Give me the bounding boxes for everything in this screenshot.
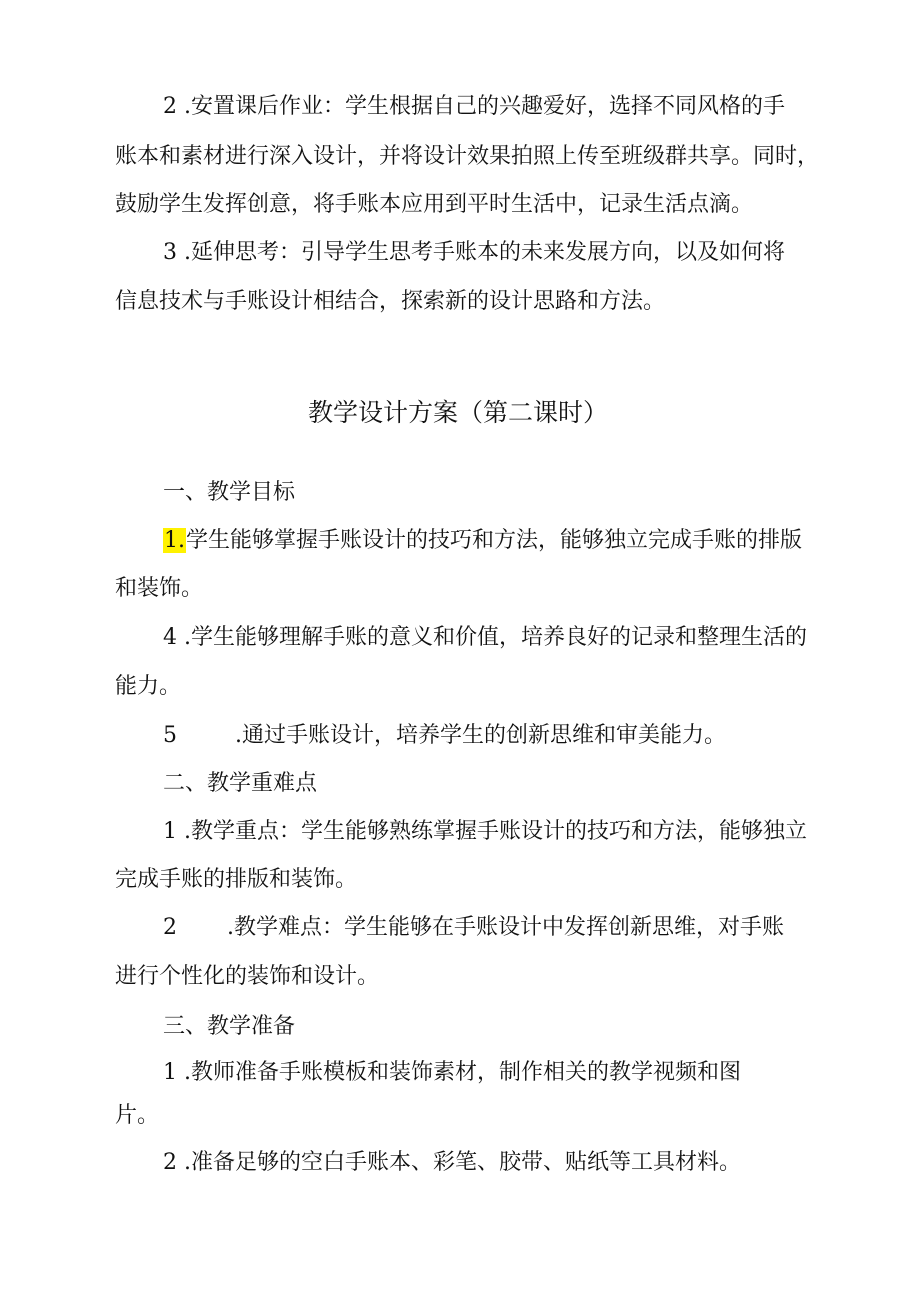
item-number: 3 [163,240,177,265]
page-title: 教学设计方案（第二课时） [308,398,609,427]
paragraph-extension-line2: 信息技术与手账设计相结合，探索新的设计思路和方法。 [115,289,666,314]
keypoint-1-line2: 完成手账的排版和装饰。 [115,867,358,892]
item-text: .准备足够的空白手账本、彩笔、胶带、贴纸等工具材料。 [184,1150,741,1175]
highlighted-number: 1. [164,528,185,553]
item-number: 1 [163,1060,177,1085]
item-text: .安置课后作业：学生根据自己的兴趣爱好，选择不同风格的手 [184,94,785,119]
prep-2-line1 [163,1148,741,1178]
item-number: 1 [163,819,177,844]
goal-1-line2: 和装饰。 [115,576,204,601]
item-text: .教学重点：学生能够熟练掌握手账设计的技巧和方法，能够独立 [184,819,807,844]
item-number: 5 [163,723,177,748]
item-text: .通过手账设计，培养学生的创新思维和审美能力。 [235,723,726,748]
keypoint-2-line1 [163,913,784,943]
prep-1-line2: 片。 [115,1103,160,1128]
goal-4-line2: 能力。 [115,674,182,699]
item-number: 2 [163,94,177,119]
item-text: .教师准备手账模板和装饰素材，制作相关的教学视频和图 [184,1060,741,1085]
item-number: 2 [163,1150,177,1175]
item-number: 2 [163,915,177,940]
item-number: 4 [163,625,177,650]
paragraph-homework-line1 [163,92,785,122]
goal-4-line1 [163,623,807,653]
section-heading-keypoints: 二、教学重难点 [163,771,318,796]
paragraph-homework-line3: 鼓励学生发挥创意，将手账本应用到平时生活中，记录生活点滴。 [115,192,754,217]
paragraph-homework-line2: 账本和素材进行深入设计，并将设计效果拍照上传至班级群共享。同时， [115,144,820,169]
goal-1-line1 [163,526,802,556]
item-text: .教学难点：学生能够在手账设计中发挥创新思维，对手账 [227,915,784,940]
prep-1-line1 [163,1058,741,1088]
item-text: 学生能够掌握手账设计的技巧和方法，能够独立完成手账的排版 [186,528,803,553]
section-heading-prep: 三、教学准备 [163,1014,296,1039]
paragraph-extension-line1 [163,238,785,268]
keypoint-2-line2: 进行个性化的装饰和设计。 [115,964,380,989]
item-text: .学生能够理解手账的意义和价值，培养良好的记录和整理生活的 [184,625,807,650]
section-heading-goals: 一、教学目标 [163,480,296,505]
goal-5-line1 [163,721,726,751]
item-text: .延伸思考：引导学生思考手账本的未来发展方向，以及如何将 [184,240,785,265]
keypoint-1-line1 [163,817,807,847]
